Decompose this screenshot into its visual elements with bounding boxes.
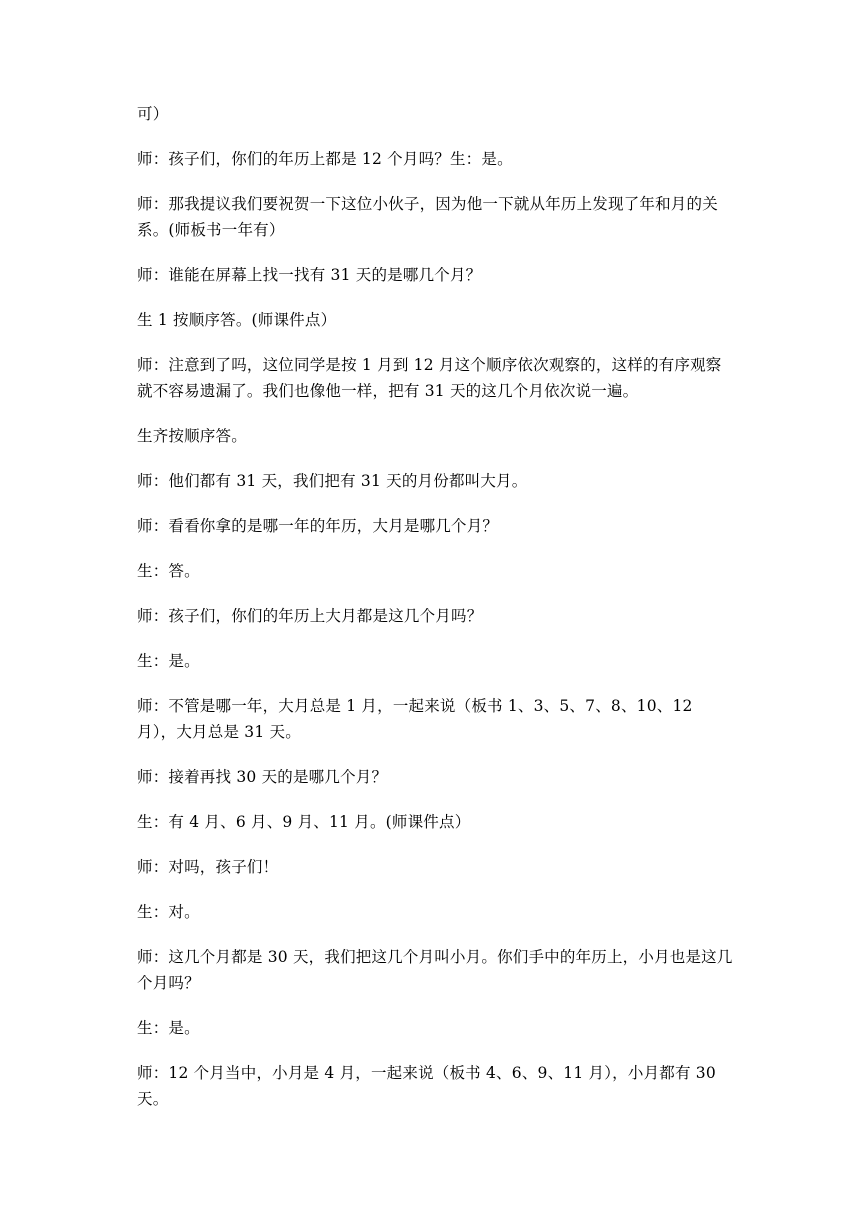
paragraph: 生：有 4 月、6 月、9 月、11 月。(师课件点） [137, 813, 471, 831]
paragraph: 师：他们都有 31 天，我们把有 31 天的月份都叫大月。 [137, 472, 528, 490]
paragraph: 师：不管是哪一年，大月总是 1 月，一起来说（板书 1、3、5、7、8、10、12 月），大月总是 31 天。 [137, 697, 693, 741]
paragraph: 生：是。 [137, 1019, 200, 1037]
paragraph: 可） [137, 105, 169, 123]
paragraph: 师：注意到了吗，这位同学是按 1 月到 12 月这个顺序依次观察的，这样的有序观察就不容易遗漏了。我们也像他一样，把有 31 天的这几个月依次说一遍。 [137, 356, 722, 400]
paragraph: 师：对吗，孩子们！ [137, 858, 279, 876]
paragraph: 师：孩子们，你们的年历上大月都是这几个月吗？ [137, 607, 483, 625]
paragraph: 师：谁能在屏幕上找一找有 31 天的是哪几个月？ [137, 266, 482, 284]
paragraph: 师：12 个月当中，小月是 4 月，一起来说（板书 4、6、9、11 月），小月都有 30 天。 [137, 1064, 716, 1108]
paragraph: 生：答。 [137, 562, 200, 580]
paragraph: 生 1 按顺序答。(师课件点） [137, 311, 337, 329]
paragraph: 师：接着再找 30 天的是哪几个月？ [137, 768, 388, 786]
document-body [137, 101, 733, 1131]
paragraph: 师：这几个月都是 30 天，我们把这几个月叫小月。你们手中的年历上，小月也是这几个月吗？ [137, 948, 733, 992]
paragraph: 生：是。 [137, 652, 200, 670]
paragraph: 师：看看你拿的是哪一年的年历，大月是哪几个月？ [137, 517, 499, 535]
paragraph: 师：孩子们，你们的年历上都是 12 个月吗？生：是。 [137, 150, 513, 168]
paragraph: 生：对。 [137, 903, 200, 921]
paragraph: 生齐按顺序答。 [137, 427, 247, 445]
paragraph: 师：那我提议我们要祝贺一下这位小伙子，因为他一下就从年历上发现了年和月的关系。(师板书一年有） [137, 195, 718, 239]
